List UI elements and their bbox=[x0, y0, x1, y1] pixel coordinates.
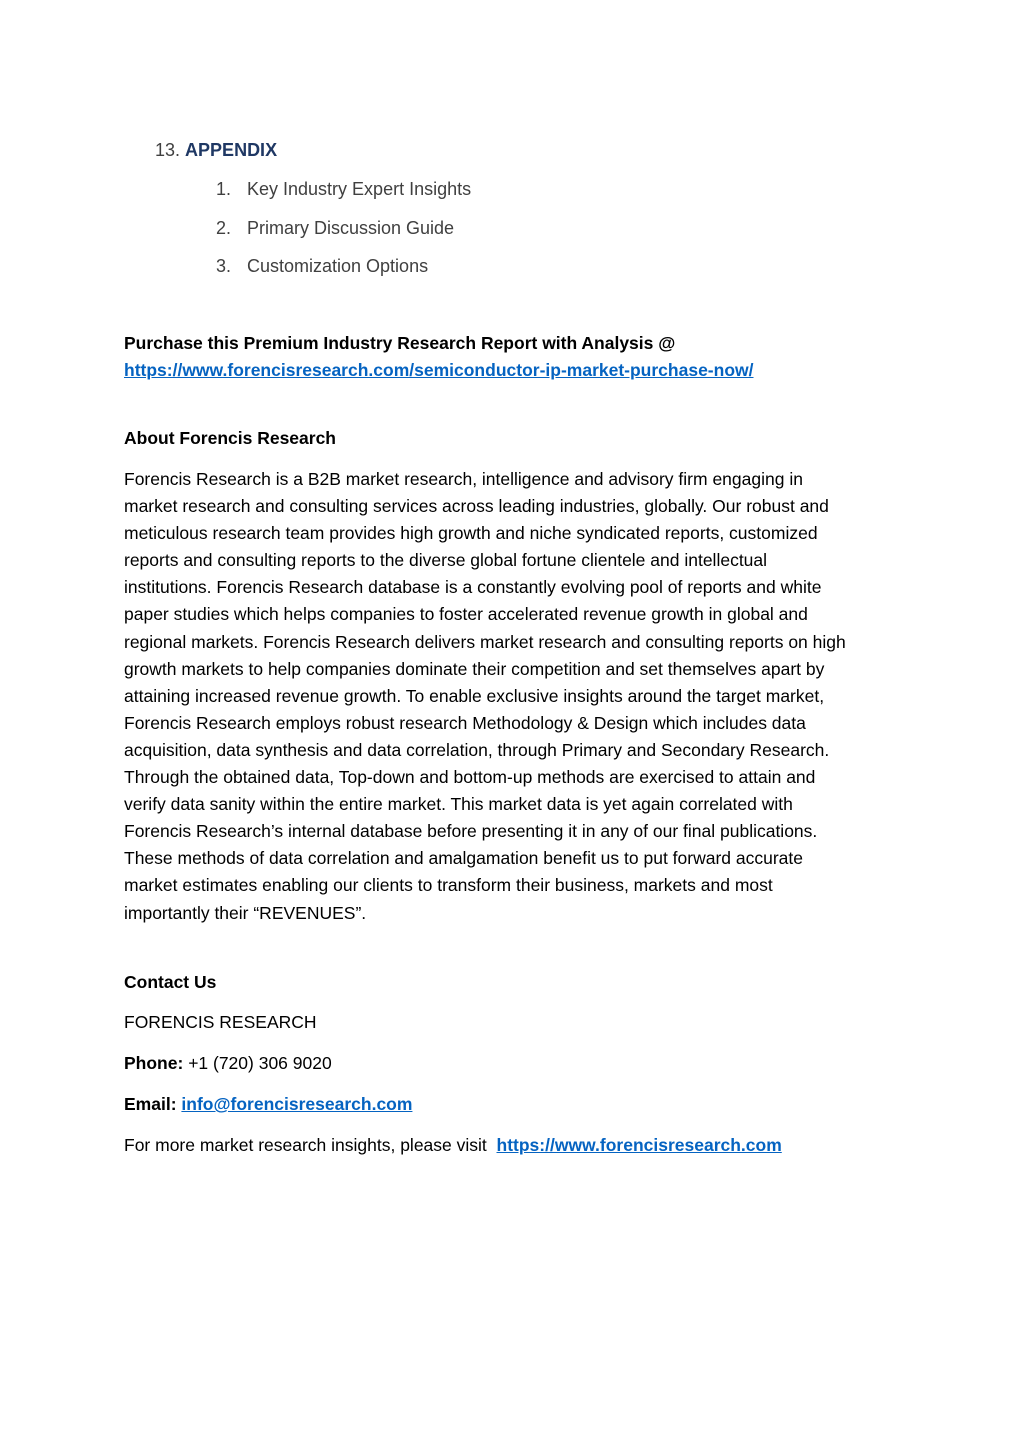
phone-line bbox=[124, 1051, 332, 1075]
paragraph-line: Forencis Research employs robust research Methodology & Design which includes data bbox=[124, 712, 806, 733]
list-item-label: Key Industry Expert Insights bbox=[247, 179, 472, 199]
paragraph-line: attaining increased revenue growth. To enable exclusive insights around the target market, bbox=[124, 685, 825, 706]
paragraph-line: meticulous research team provides high growth and niche syndicated reports, customized bbox=[124, 523, 818, 544]
phone-number: +1 (720) 306 9020 bbox=[188, 1053, 332, 1073]
purchase-link[interactable]: https://www.forencisresearch.com/semiconductor-ip-market-purchase-now/ bbox=[124, 360, 754, 380]
list-item-number: 3. bbox=[216, 256, 232, 276]
paragraph-line: paper studies which helps companies to foster accelerated revenue growth in global and bbox=[124, 604, 808, 625]
purchase-text: Purchase this Premium Industry Research Report with Analysis @ bbox=[124, 333, 676, 353]
paragraph-line: market research and consulting services across leading industries, globally. Our robust and bbox=[124, 496, 829, 517]
paragraph-line: verify data sanity within the entire market. This market data is yet again correlated with bbox=[124, 794, 793, 815]
paragraph-line: growth markets to help companies dominate their competition and set themselves apart by bbox=[124, 658, 825, 679]
appendix-heading bbox=[155, 138, 277, 162]
appendix-list-item bbox=[216, 254, 471, 278]
paragraph-line: market estimates enabling our clients to transform their business, markets and most bbox=[124, 875, 773, 896]
email-label: Email: bbox=[124, 1094, 177, 1114]
email-link[interactable]: info@forencisresearch.com bbox=[181, 1094, 413, 1114]
appendix-title: APPENDIX bbox=[185, 140, 278, 160]
appendix-list bbox=[216, 177, 471, 293]
list-item-label: Customization Options bbox=[247, 256, 429, 276]
paragraph-line: Through the obtained data, Top-down and bottom-up methods are exercised to attain and bbox=[124, 767, 816, 788]
paragraph-line: Forencis Research’s internal database before presenting it in any of our final publications. bbox=[124, 821, 818, 842]
appendix-number: 13. bbox=[155, 140, 181, 160]
purchase-block bbox=[124, 330, 754, 384]
company-name: FORENCIS RESEARCH bbox=[124, 1012, 317, 1032]
contact-heading: Contact Us bbox=[124, 972, 217, 992]
phone-label: Phone: bbox=[124, 1053, 184, 1073]
list-item-number: 1. bbox=[216, 179, 232, 199]
paragraph-line: institutions. Forencis Research database is a constantly evolving pool of reports and white bbox=[124, 577, 822, 598]
paragraph-line: reports and consulting reports to the diverse global fortune clientele and intellectual bbox=[124, 550, 768, 571]
about-paragraph bbox=[124, 466, 914, 927]
visit-text: For more market research insights, please visit bbox=[124, 1135, 487, 1155]
paragraph-line: regional markets. Forencis Research delivers market research and consulting reports on high bbox=[124, 631, 846, 652]
paragraph-line: These methods of data correlation and amalgamation benefit us to put forward accurate bbox=[124, 848, 804, 869]
paragraph-line: Forencis Research is a B2B market research, intelligence and advisory firm engaging in bbox=[124, 469, 803, 489]
website-link[interactable]: https://www.forencisresearch.com bbox=[496, 1135, 782, 1155]
appendix-list-item bbox=[216, 216, 471, 240]
list-item-label: Primary Discussion Guide bbox=[247, 217, 455, 238]
appendix-list-item bbox=[216, 177, 471, 201]
visit-line bbox=[124, 1133, 782, 1157]
email-line bbox=[124, 1092, 412, 1116]
about-heading: About Forencis Research bbox=[124, 428, 336, 448]
list-item-number: 2. bbox=[216, 217, 232, 238]
paragraph-line: importantly their “REVENUES”. bbox=[124, 902, 367, 923]
paragraph-line: acquisition, data synthesis and data correlation, through Primary and Secondary Research. bbox=[124, 739, 830, 760]
